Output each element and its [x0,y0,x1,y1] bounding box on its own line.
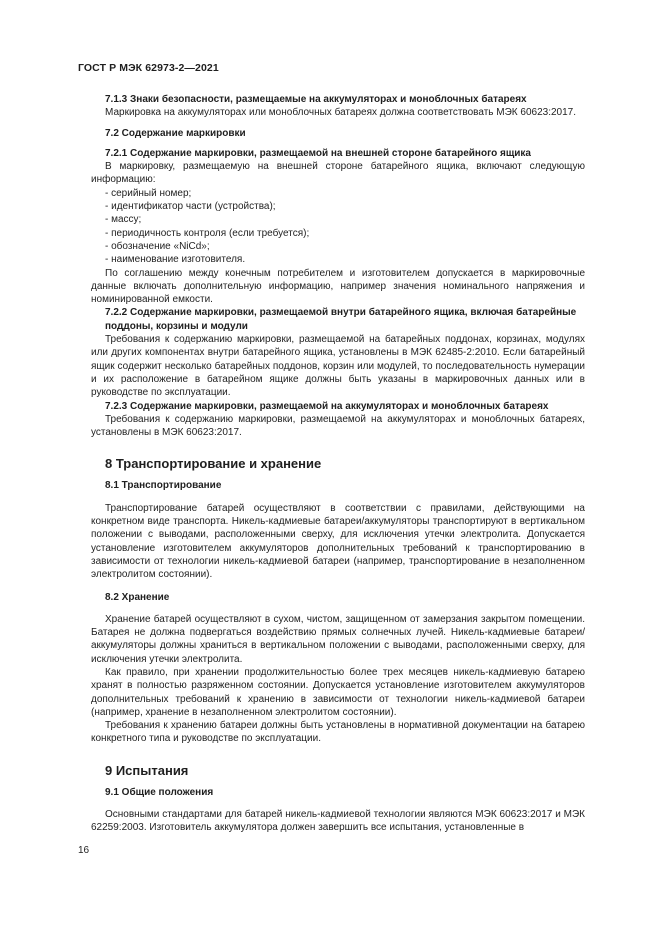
list-item: - массу; [105,214,142,226]
section-7-1-3-text: Маркировка на аккумуляторах или моноблочных батареях должна соответствовать МЭК 60623:2017. [105,107,577,119]
section-9-1-paragraph: Основными стандартами для батарей никель-кадмиевой технологии являются МЭК 60623:2017 и МЭК 62259:2003. Изготовитель аккумулятора должен завершить все испытания, установленные в [91,809,585,834]
section-7-2-3-paragraph: Требования к содержанию маркировки, размещаемой на аккумуляторах и моноблочных батареях, установлены в МЭК 60623:2017. [91,413,585,439]
section-7-2-heading: 7.2 Содержание маркировки [105,127,246,139]
section-7-2-1-heading: 7.2.1 Содержание маркировки, размещаемой на внешней стороне батарейного ящика [105,147,531,159]
section-8-1-heading: 8.1 Транспортирование [105,480,222,492]
document-header: ГОСТ Р МЭК 62973-2—2021 [78,62,219,74]
section-8-2-paragraph-1: Хранение батарей осуществляют в сухом, чистом, защищенном от замерзания закрытом помещении. Батарея не должна подвергаться воздействию прямых солнечных лучей. Никель-кадмиевые батареи/аккумуляторы должны храниться в вертикальном положении с выводами, расположенными сверху, для исключения утечки электролита. [91,613,585,665]
section-7-2-2-heading: 7.2.2 Содержание маркировки, размещаемой внутри батарейного ящика, включая батарейные поддоны, корзины и модули [105,307,577,332]
page-number: 16 [78,845,90,856]
section-9-1-heading: 9.1 Общие положения [105,786,214,798]
list-item: - идентификатор части (устройства); [105,201,276,213]
section-8-2-paragraph-3: Требования к хранению батареи должны быть установлены в нормативной документации на батарею конкретного типа и руководстве по эксплуатации. [91,720,585,745]
section-8-1-paragraph: Транспортирование батарей осуществляют в соответствии с правилами, действующими на конкретном виде транспорта. Никель-кадмиевые батареи/аккумуляторы транспортируют в вертикальном положении с выводами, расположенными сверху, для исключения утечки электролита. Допускается установление изготовителем аккумуляторов дополнительных требований к транспортированию в зависимости от технологии никель-кадмиевой батареи (например, транспортирование в незаполненном электролитом состоянии). [91,502,585,581]
section-7-2-1-intro: В маркировку, размещаемую на внешней стороне батарейного ящика, включают следующую информацию: [91,161,585,186]
section-7-2-1-paragraph: По соглашению между конечным потребителем и изготовителем допускается в маркировочные данные включать дополнительную информацию, например значения номинального напряжения и номинированной емкости. [91,267,585,306]
section-7-1-3-heading: 7.1.3 Знаки безопасности, размещаемые на аккумуляторах и моноблочных батареях [105,94,527,105]
list-item: - обозначение «NiCd»; [105,240,210,252]
list-item: - серийный номер; [105,187,192,199]
section-8-heading: 8 Транспортирование и хранение [105,456,322,472]
page-body [91,93,585,835]
section-8-2-heading: 8.2 Хранение [105,591,170,603]
section-7-2-2-paragraph: Требования к содержанию маркировки, размещаемой на батарейных поддонах, корзинах, модулях или других компонентах внутри батарейного ящика, установлены в МЭК 62485-2:2010. Если батарейный ящик содержит несколько батарейных поддонов, корзин или модулей, то последовательность нумерации и их расположение в батарейном ящике должны быть указаны в маркировочных данных или в руководстве по эксплуатации. [91,334,585,399]
list-item: - периодичность контроля (если требуется); [105,227,310,239]
section-7-2-3-heading: 7.2.3 Содержание маркировки, размещаемой на аккумуляторах и моноблочных батареях [105,400,549,412]
list-item: - наименование изготовителя. [105,254,246,266]
section-9-heading: 9 Испытания [105,762,189,778]
section-8-2-paragraph-2: Как правило, при хранении продолжительностью более трех месяцев никель-кадмиевую батарею хранят в полностью разряженном состоянии. Допускается установление изготовителем аккумуляторов дополнительных требований к хранению в зависимости от технологии никель-кадмиевой батареи (например, хранение в незаполненном электролитом состоянии). [91,666,585,718]
